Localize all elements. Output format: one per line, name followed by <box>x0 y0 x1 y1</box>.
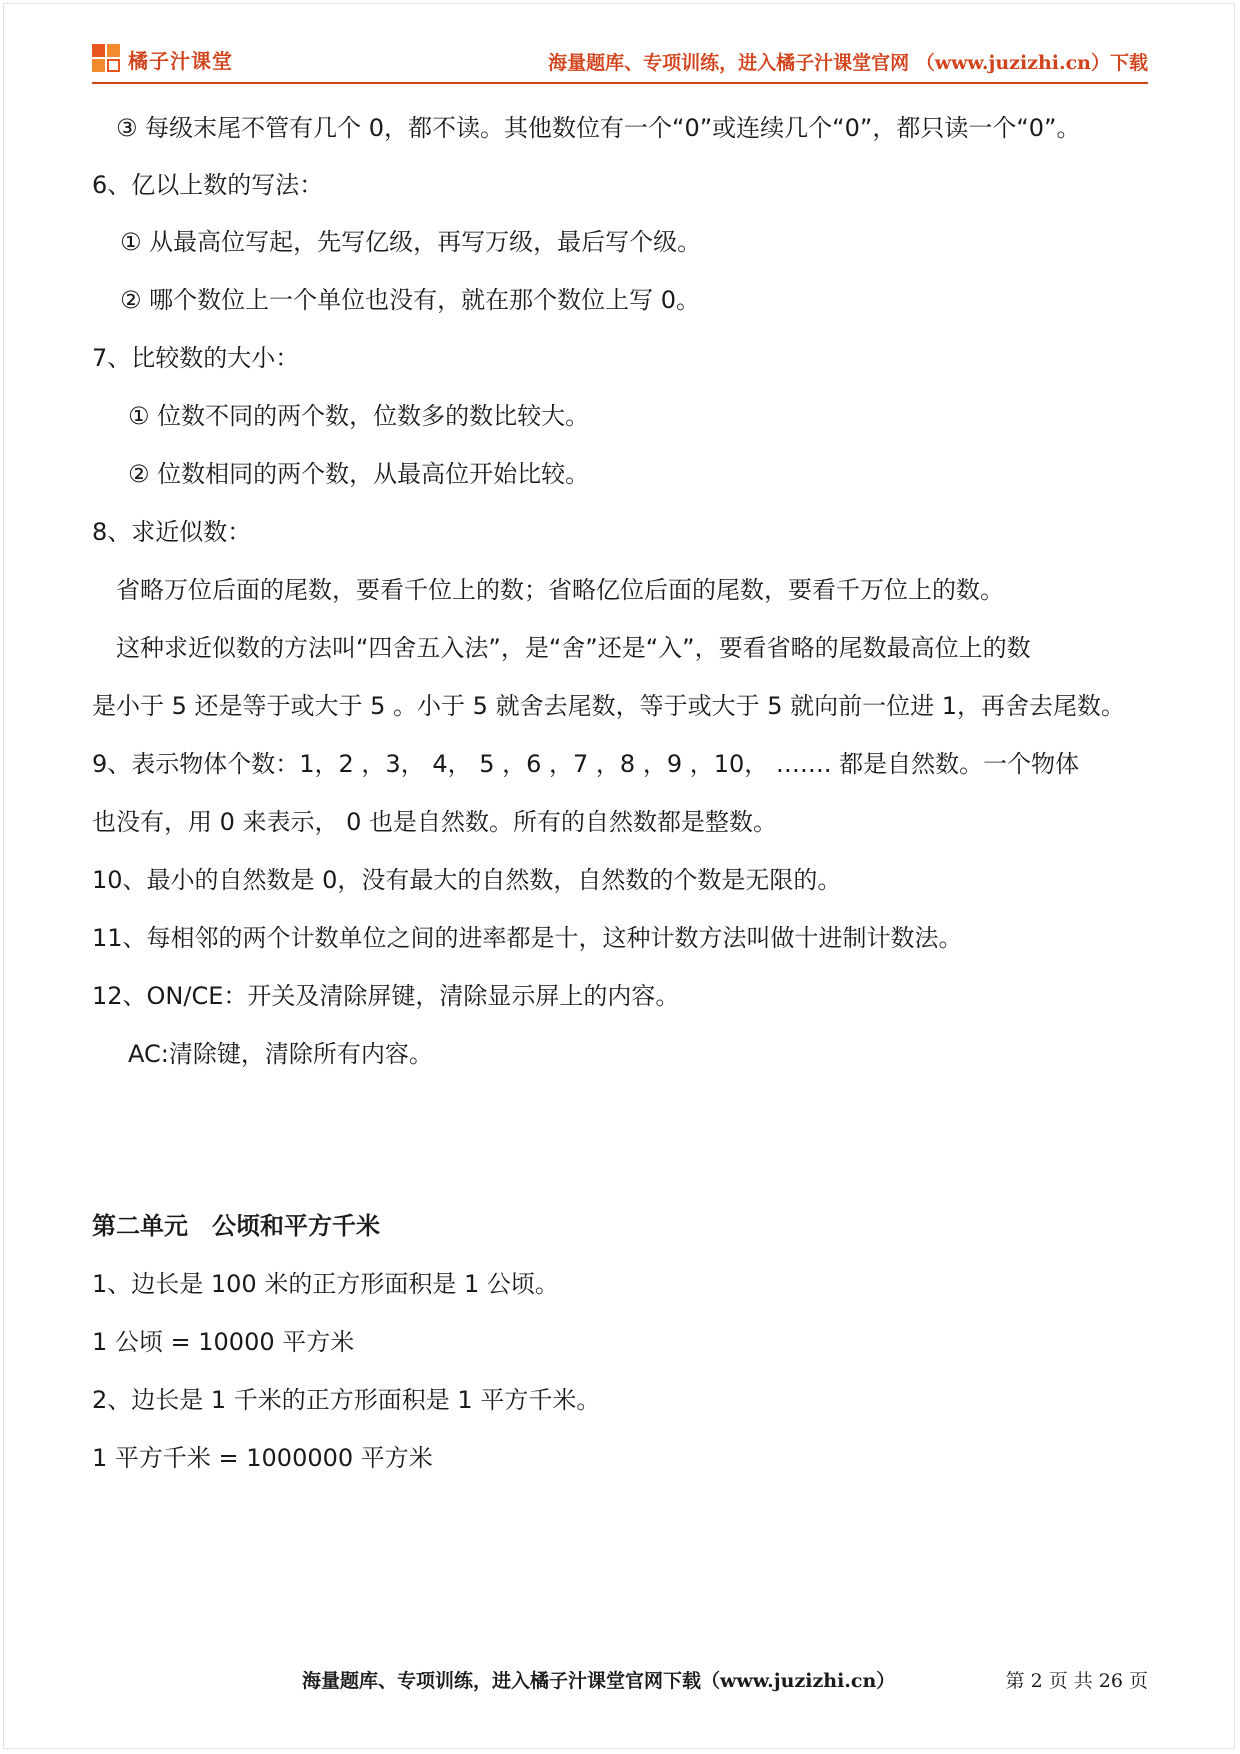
text-line: 1、边长是 100 米的正方形面积是 1 公顷。 <box>92 1270 559 1298</box>
page-footer <box>92 1658 1148 1698</box>
page-header <box>92 38 1148 88</box>
text-line: AC:清除键，清除所有内容。 <box>128 1040 433 1068</box>
logo-squares-icon <box>92 44 122 74</box>
text-line: 2、边长是 1 千米的正方形面积是 1 平方千米。 <box>92 1386 601 1414</box>
text-line: 是小于 5 还是等于或大于 5 。小于 5 就舍去尾数，等于或大于 5 就向前一位进 1，再舍去尾数。 <box>92 692 1126 720</box>
page-number: 第 2 页 共 26 页 <box>1005 1670 1148 1692</box>
text-line: ① 从最高位写起，先写亿级，再写万级，最后写个级。 <box>120 228 702 256</box>
text-line: ② 哪个数位上一个单位也没有，就在那个数位上写 0。 <box>120 286 701 314</box>
text-line: 1 公顷 = 10000 平方米 <box>92 1328 355 1356</box>
item-heading: 6、亿以上数的写法： <box>92 171 324 199</box>
text-line: ③ 每级末尾不管有几个 0，都不读。其他数位有一个“0”或连续几个“0”，都只读一个“0”。 <box>116 114 1081 142</box>
text-line: 9、表示物体个数：1，2 ，3， 4， 5 ，6 ，7 ，8 ，9 ，10， ……. 都是自然数。一个物体 <box>92 750 1080 778</box>
item-heading: 8、求近似数： <box>92 518 252 546</box>
text-line: 省略万位后面的尾数，要看千位上的数；省略亿位后面的尾数，要看千万位上的数。 <box>116 576 1004 604</box>
header-divider <box>92 82 1148 84</box>
text-line: ① 位数不同的两个数，位数多的数比较大。 <box>128 402 590 430</box>
text-line: 1 平方千米 = 1000000 平方米 <box>92 1444 433 1472</box>
text-line: 10、最小的自然数是 0，没有最大的自然数，自然数的个数是无限的。 <box>92 866 842 894</box>
text-line: ② 位数相同的两个数，从最高位开始比较。 <box>128 460 590 488</box>
item-heading: 7、比较数的大小： <box>92 344 300 372</box>
header-slogan[interactable]: 海量题库、专项训练，进入橘子汁课堂官网 （www.juzizhi.cn）下载 <box>548 52 1148 74</box>
text-line: 这种求近似数的方法叫“四舍五入法”，是“舍”还是“入”，要看省略的尾数最高位上的数 <box>116 634 1031 662</box>
logo[interactable] <box>92 44 233 74</box>
text-line: 12、ON/CE：开关及清除屏键，清除显示屏上的内容。 <box>92 982 680 1010</box>
logo-text: 橘子汁课堂 <box>128 48 233 73</box>
section-title: 第二单元 公顷和平方千米 <box>92 1212 380 1240</box>
footer-slogan[interactable]: 海量题库、专项训练，进入橘子汁课堂官网下载（www.juzizhi.cn） <box>302 1670 896 1692</box>
text-line: 11、每相邻的两个计数单位之间的进率都是十，这种计数方法叫做十进制计数法。 <box>92 924 963 952</box>
text-line: 也没有，用 0 来表示， 0 也是自然数。所有的自然数都是整数。 <box>92 808 778 836</box>
